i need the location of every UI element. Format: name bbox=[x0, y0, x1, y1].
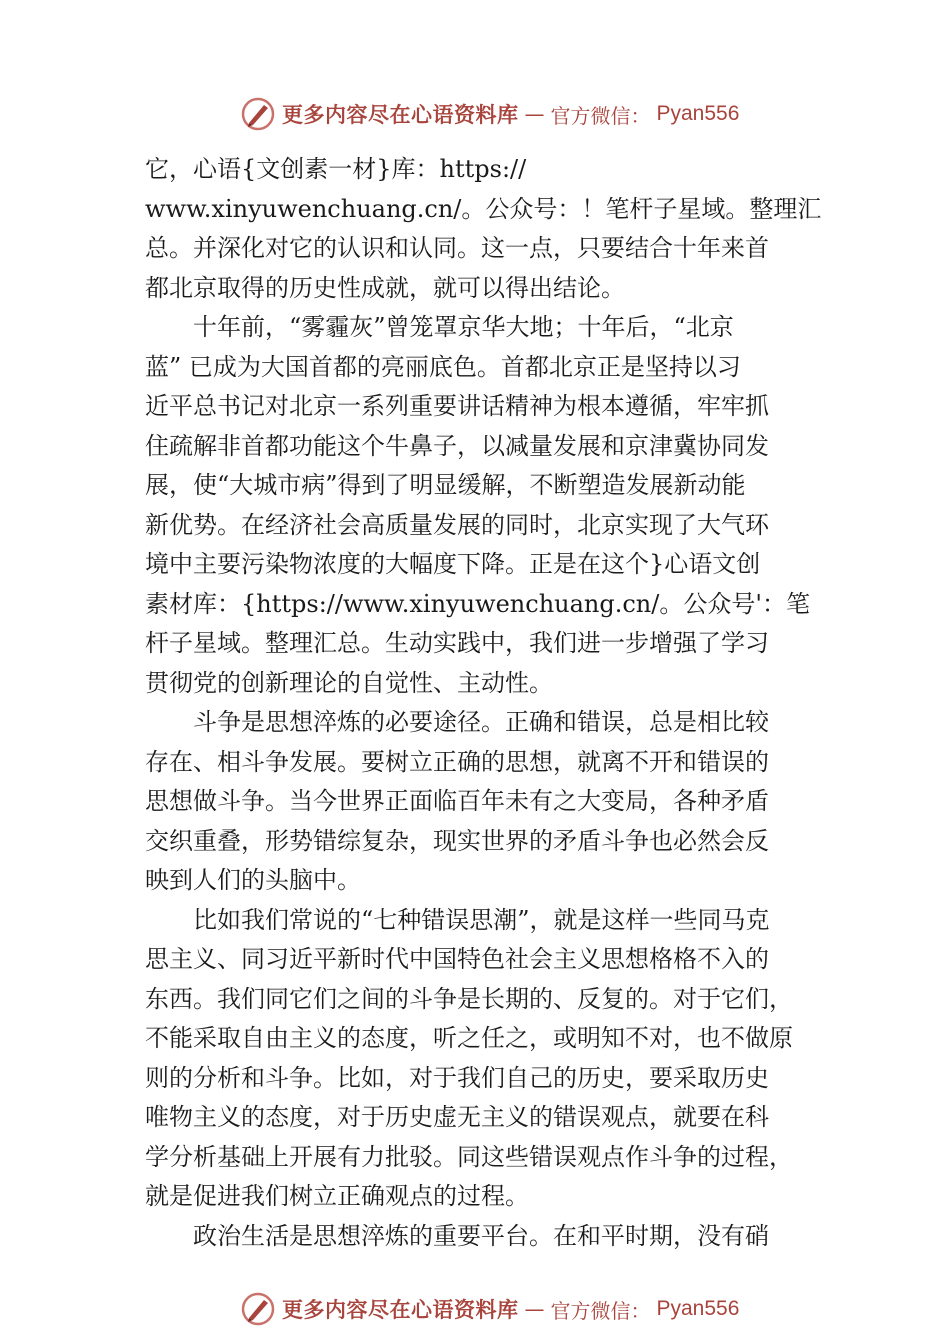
text-line: 杆子星域。整理汇总。生动实践中，我们进一步增强了学习 bbox=[145, 629, 769, 657]
banner-separator: — bbox=[524, 102, 545, 126]
footer-banner bbox=[240, 1289, 739, 1329]
text-line: 东西。我们同它们之间的斗争是长期的、反复的。对于它们， bbox=[145, 984, 793, 1013]
text-line: 则的分析和斗争。比如，对于我们自己的历史，要采取历史 bbox=[145, 1063, 769, 1092]
text-line: 交织重叠，形势错综复杂，现实世界的矛盾斗争也必然会反 bbox=[145, 826, 769, 855]
text-line: 映到人们的头脑中。 bbox=[145, 866, 361, 894]
pen-logo-icon bbox=[240, 96, 276, 132]
banner-wechat-label: 官方微信： bbox=[550, 103, 651, 128]
banner-wechat-label: 官方微信： bbox=[550, 1298, 651, 1323]
text-line: 素材库：{https://www.xinyuwenchuang.cn/。公众号'：笔 bbox=[145, 589, 810, 618]
header-banner bbox=[240, 94, 739, 134]
text-line: 都北京取得的历史性成就，就可以得出结论。 bbox=[145, 273, 625, 302]
pen-logo-icon bbox=[240, 1291, 276, 1327]
text-line: 住疏解非首都功能这个牛鼻子，以减量发展和京津冀协同发 bbox=[145, 431, 769, 460]
text-line: 思想做斗争。当今世界正面临百年未有之大变局，各种矛盾 bbox=[145, 787, 769, 815]
paragraph-start-line: 斗争是思想淬炼的必要途径。正确和错误，总是相比较 bbox=[193, 708, 769, 736]
document-body bbox=[145, 150, 825, 1256]
paragraph-start-line: 政治生活是思想淬炼的重要平台。在和平时期，没有硝 bbox=[193, 1221, 769, 1250]
text-line: 境中主要污染物浓度的大幅度下降。正是在这个}心语文创 bbox=[145, 550, 761, 578]
banner-wechat-id: Pyan556 bbox=[656, 102, 740, 125]
paragraph-start-line: 十年前，“雾霾灰”曾笼罩京华大地；十年后，“北京 bbox=[193, 313, 734, 341]
text-line: 唯物主义的态度，对于历史虚无主义的错误观点，就要在科 bbox=[145, 1103, 769, 1131]
text-line: 存在、相斗争发展。要树立正确的思想，就离不开和错误的 bbox=[145, 747, 769, 776]
banner-wechat-id: Pyan556 bbox=[656, 1297, 740, 1320]
text-line: 不能采取自由主义的态度，听之任之，或明知不对，也不做原 bbox=[145, 1024, 793, 1052]
text-line: 思主义、同习近平新时代中国特色社会主义思想格格不入的 bbox=[145, 945, 769, 973]
text-line: www.xinyuwenchuang.cn/。公众号：！笔杆子星域。整理汇 bbox=[145, 194, 822, 223]
text-line: 展，使“大城市病”得到了明显缓解，不断塑造发展新动能 bbox=[145, 471, 746, 499]
text-line: 新优势。在经济社会高质量发展的同时，北京实现了大气环 bbox=[145, 510, 769, 539]
text-line: 它，心语{文创素一材}库：https:// bbox=[145, 155, 527, 183]
paragraph-start-line: 比如我们常说的“七种错误思潮”，就是这样一些同马克 bbox=[193, 905, 770, 934]
text-line: 就是促进我们树立正确观点的过程。 bbox=[145, 1182, 529, 1210]
banner-separator: — bbox=[524, 1297, 545, 1321]
text-line: 贯彻党的创新理论的自觉性、主动性。 bbox=[145, 668, 553, 697]
text-line: 近平总书记对北京一系列重要讲话精神为根本遵循，牢牢抓 bbox=[145, 392, 769, 420]
banner-main-text: 更多内容尽在心语资料库 bbox=[282, 102, 519, 127]
banner-main-text: 更多内容尽在心语资料库 bbox=[282, 1297, 519, 1322]
text-line: 学分析基础上开展有力批驳。同这些错误观点作斗争的过程， bbox=[145, 1142, 793, 1171]
text-line: 蓝” 已成为大国首都的亮丽底色。首都北京正是坚持以习 bbox=[145, 352, 741, 381]
text-line: 总。并深化对它的认识和认同。这一点，只要结合十年来首 bbox=[145, 234, 769, 262]
